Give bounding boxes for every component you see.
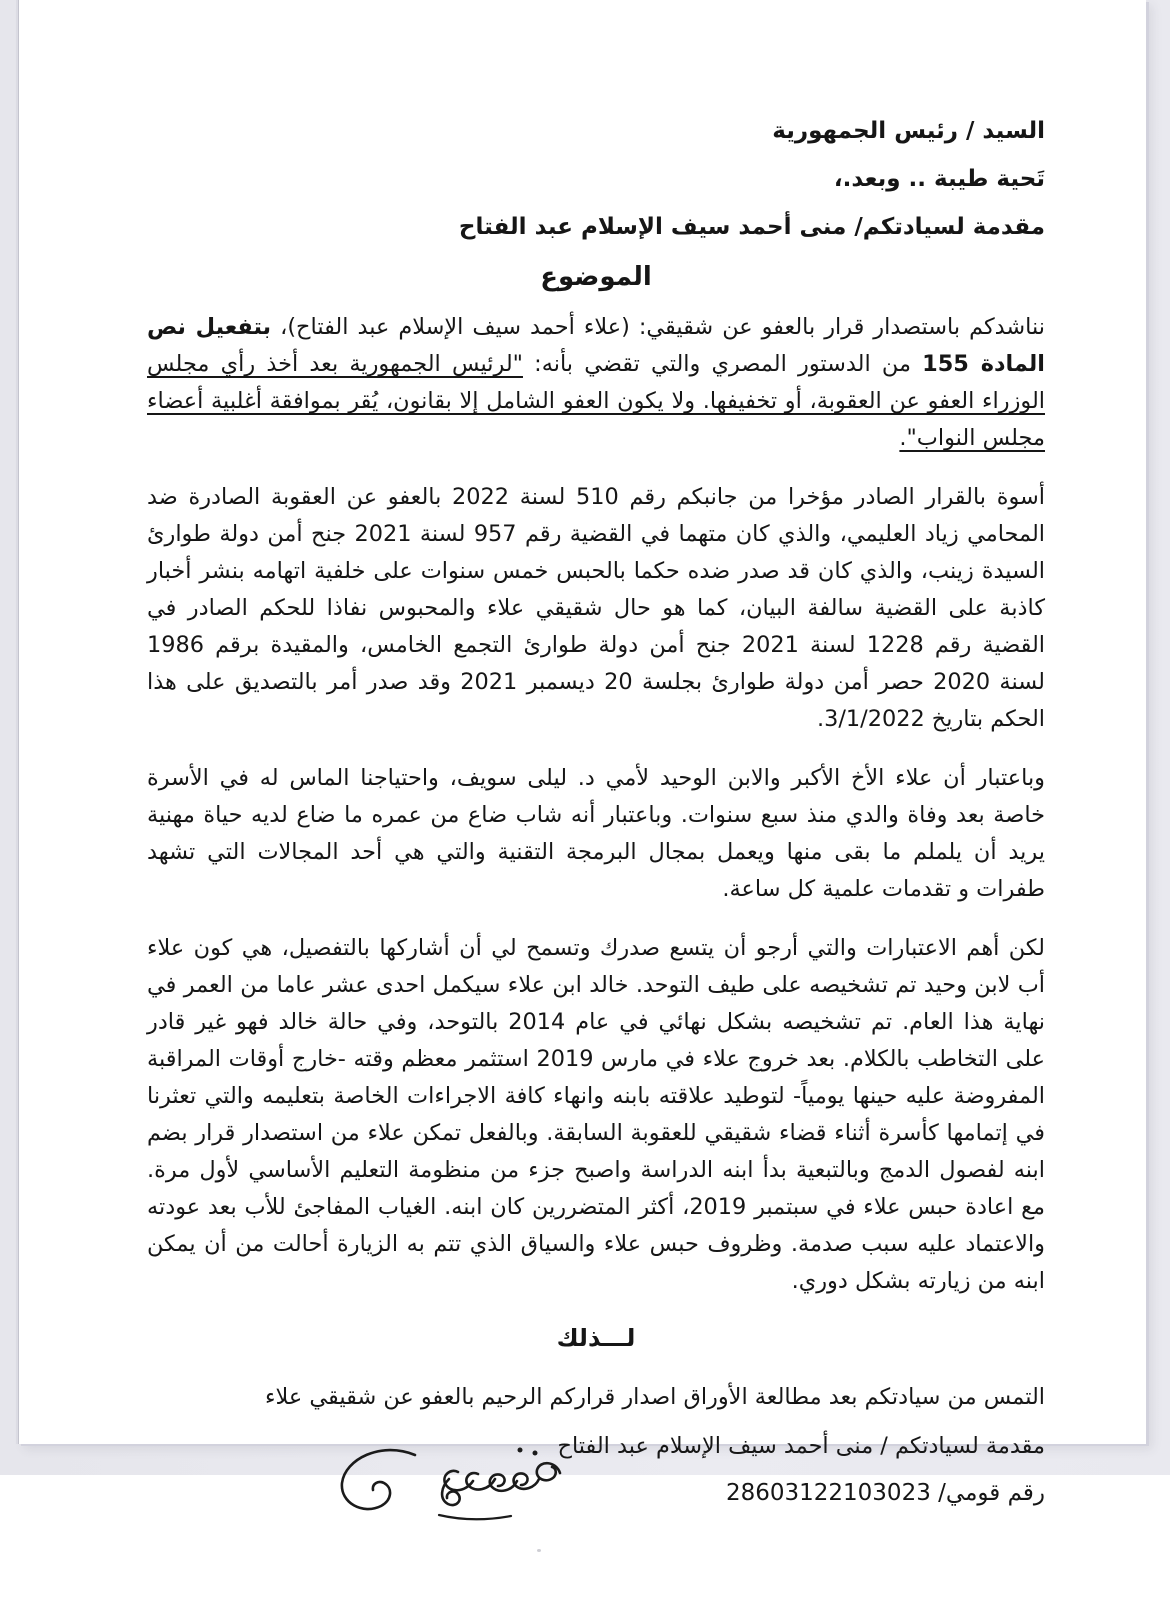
subject-heading: الموضوع xyxy=(540,262,652,292)
letter-page xyxy=(18,0,1146,1506)
recipient-line: السيد / رئيس الجمهورية xyxy=(772,118,1045,144)
letter-content xyxy=(19,0,1146,1599)
national-id-line xyxy=(147,1476,1045,1510)
national-id-number: 28603122103023 xyxy=(725,1480,931,1506)
national-id-label: رقم قومي/ xyxy=(930,1480,1045,1506)
son-paragraph: لكن أهم الاعتبارات والتي أرجو أن يتسع صدرك وتسمح لي أن أشاركها بالتفصيل، هي كون علاء أب لابن وحيد تم تشخيصه على طيف التوحد. خالد ابن علاء سيكمل احدى عشر عاما من العمر في نهاية هذا العام. تم تشخيصه بشكل نهائي في عام 2014 بالتوحد، وفي حالة خالد فهو غير قادر على التخاطب بالكلام. بعد خروج علاء في مارس 2019 استثمر معظم وقته -خارج أوقات المراقبة المفروضة عليه حينها يومياً- لتوطيد علاقته بابنه وانهاء كافة الاجراءات الخاصة بتعليمه والتي تعثرنا في إتمامها كأسرة أثناء قضاء شقيقي للعقوبة السابقة. وبالفعل تمكن علاء من استصدار قرار بضم ابنه لفصول الدمج وبالتبعية بدأ ابنه الدراسة واصبح جزء من منظومة التعليم الأساسي لأول مرة. مع اعادة حبس علاء في سبتمبر 2019، أكثر المتضررين كان ابنه. الغياب المفاجئ للأب بعد عودته والاعتماد عليه سبب صدمة. وظروف حبس علاء والسياق الذي تتم به الزيارة أحالت من أن يمكن ابنه من زيارته بشكل دوري. xyxy=(147,935,1046,1294)
closing-request-line: التمس من سيادتكم بعد مطالعة الأوراق اصدار قراركم الرحيم بالعفو عن شقيقي علاء xyxy=(265,1384,1045,1410)
closing-submitter-line: مقدمة لسيادتكم / منى أحمد سيف الإسلام عبد الفتاح xyxy=(557,1433,1045,1459)
submitter-header-line: مقدمة لسيادتكم/ منى أحمد سيف الإسلام عبد الفتاح xyxy=(458,214,1045,240)
constitution-quote-underlined: "لرئيس الجمهورية بعد أخذ رأي مجلس الوزراء العفو عن العقوبة، أو تخفيفها. ولا يكون العفو الشامل إلا بقانون، يُقر بموافقة أغلبية أعضاء مجلس النواب". xyxy=(147,351,1045,451)
appeal-paragraph xyxy=(147,309,1045,457)
therefore-heading: لـــذلك xyxy=(556,1324,636,1352)
handwritten-signature xyxy=(327,1439,573,1531)
signature-block xyxy=(147,1429,1045,1599)
article-155-bold-text: بتفعيل نص المادة 155 xyxy=(147,314,1045,377)
family-paragraph: وباعتبار أن علاء الأخ الأكبر والابن الوحيد لأمي د. ليلى سويف، واحتياجنا الماس له في الأسرة خاصة بعد وفاة والدي منذ سبع سنوات. وباعتبار أنه شاب ضاع من عمره ما ضاع لديه حياة مهنية يريد أن يلملم ما بقى منها ويعمل بمجال البرمجة التقنية والتي هي أحد المجالات التي تشهد طفرات و تقدمات علمية كل ساعة. xyxy=(147,765,1045,902)
appeal-intro-text: نناشدكم باستصدار قرار بالعفو عن شقيقي: (علاء أحمد سيف الإسلام عبد الفتاح)، xyxy=(271,314,1045,340)
scan-artifact-dot xyxy=(537,1549,541,1552)
appeal-middle-text: من الدستور المصري والتي تقضي بأنه: xyxy=(522,351,923,377)
greeting-line: تَحية طيبة .. وبعد.، xyxy=(833,166,1045,192)
precedent-paragraph: أسوة بالقرار الصادر مؤخرا من جانبكم رقم 510 لسنة 2022 بالعفو عن العقوبة الصادرة ضد المحامي زياد العليمي، والذي كان متهما في القضية رقم 957 لسنة 2021 جنح أمن دولة طوارئ السيدة زينب، والذي كان قد صدر ضده حكما بالحبس خمس سنوات على خلفية اتهامه بنشر أخبار كاذبة على القضية سالفة البيان، كما هو حال شقيقي علاء والمحبوس نفاذا للحكم الصادر في القضية رقم 1228 لسنة 2021 جنح أمن دولة طوارئ التجمع الخامس، والمقيدة برقم 1986 لسنة 2020 حصر أمن دولة طوارئ بجلسة 20 ديسمبر 2021 وقد صدر أمر بالتصديق على هذا الحكم بتاريخ 3/1/2022. xyxy=(147,484,1046,732)
